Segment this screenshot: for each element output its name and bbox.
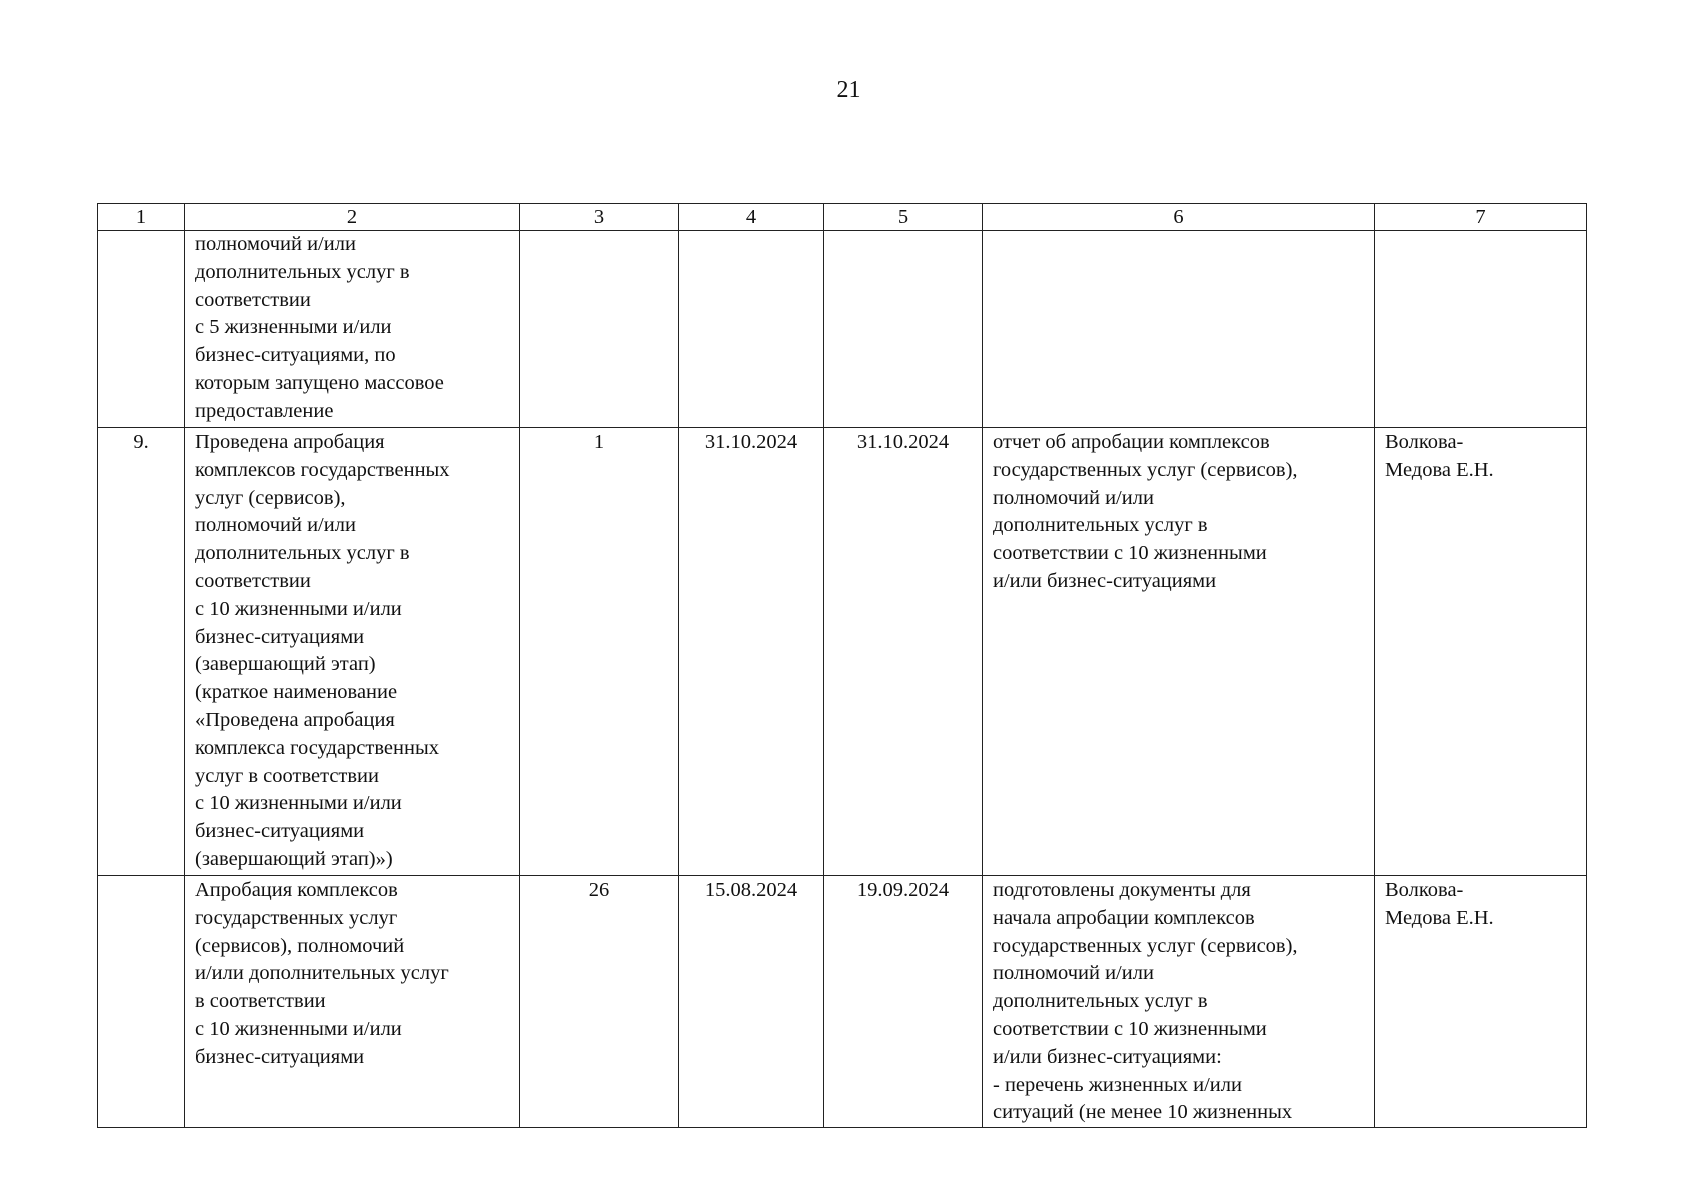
column-header-2: 2 <box>185 204 520 231</box>
column-header-1: 1 <box>98 204 185 231</box>
result-cell <box>983 231 1375 428</box>
duration-cell <box>520 231 679 428</box>
table-row <box>98 876 1587 1128</box>
result-cell: отчет об апробации комплексов государственных услуг (сервисов), полномочий и/или дополнительных услуг в соответствии с 10 жизненными и/или бизнес-ситуациями <box>983 428 1375 876</box>
responsible-cell <box>1375 231 1587 428</box>
end-date-cell: 31.10.2024 <box>824 428 983 876</box>
duration-cell: 26 <box>520 876 679 1128</box>
start-date-cell: 15.08.2024 <box>679 876 824 1128</box>
column-header-7: 7 <box>1375 204 1587 231</box>
plan-table <box>97 203 1587 1128</box>
table-row <box>98 428 1587 876</box>
duration-cell: 1 <box>520 428 679 876</box>
column-header-6: 6 <box>983 204 1375 231</box>
end-date-cell: 19.09.2024 <box>824 876 983 1128</box>
row-number-cell <box>98 231 185 428</box>
responsible-cell: Волкова- Медова Е.Н. <box>1375 428 1587 876</box>
item-name-cell: полномочий и/или дополнительных услуг в соответствии с 5 жизненными и/или бизнес-ситуациями, по которым запущено массовое предоставление <box>185 231 520 428</box>
row-number-cell <box>98 876 185 1128</box>
column-header-5: 5 <box>824 204 983 231</box>
end-date-cell <box>824 231 983 428</box>
start-date-cell <box>679 231 824 428</box>
header-row <box>98 204 1587 231</box>
column-header-4: 4 <box>679 204 824 231</box>
start-date-cell: 31.10.2024 <box>679 428 824 876</box>
item-name-cell: Проведена апробация комплексов государственных услуг (сервисов), полномочий и/или дополнительных услуг в соответствии с 10 жизненными и/или бизнес-ситуациями (завершающий этап) (краткое наименование «Проведена апробация комплекса государственных услуг в соответствии с 10 жизненными и/или бизнес-ситуациями (завершающий этап)») <box>185 428 520 876</box>
column-header-3: 3 <box>520 204 679 231</box>
item-name-cell: Апробация комплексов государственных услуг (сервисов), полномочий и/или дополнительных услуг в соответствии с 10 жизненными и/или бизнес-ситуациями <box>185 876 520 1128</box>
table-row <box>98 231 1587 428</box>
page-number: 21 <box>836 77 861 103</box>
row-number-cell: 9. <box>98 428 185 876</box>
result-cell: подготовлены документы для начала апробации комплексов государственных услуг (сервисов), полномочий и/или дополнительных услуг в соответствии с 10 жизненными и/или бизнес-ситуациями: - перечень жизненных и/или ситуаций (не менее 10 жизненных <box>983 876 1375 1128</box>
responsible-cell: Волкова- Медова Е.Н. <box>1375 876 1587 1128</box>
